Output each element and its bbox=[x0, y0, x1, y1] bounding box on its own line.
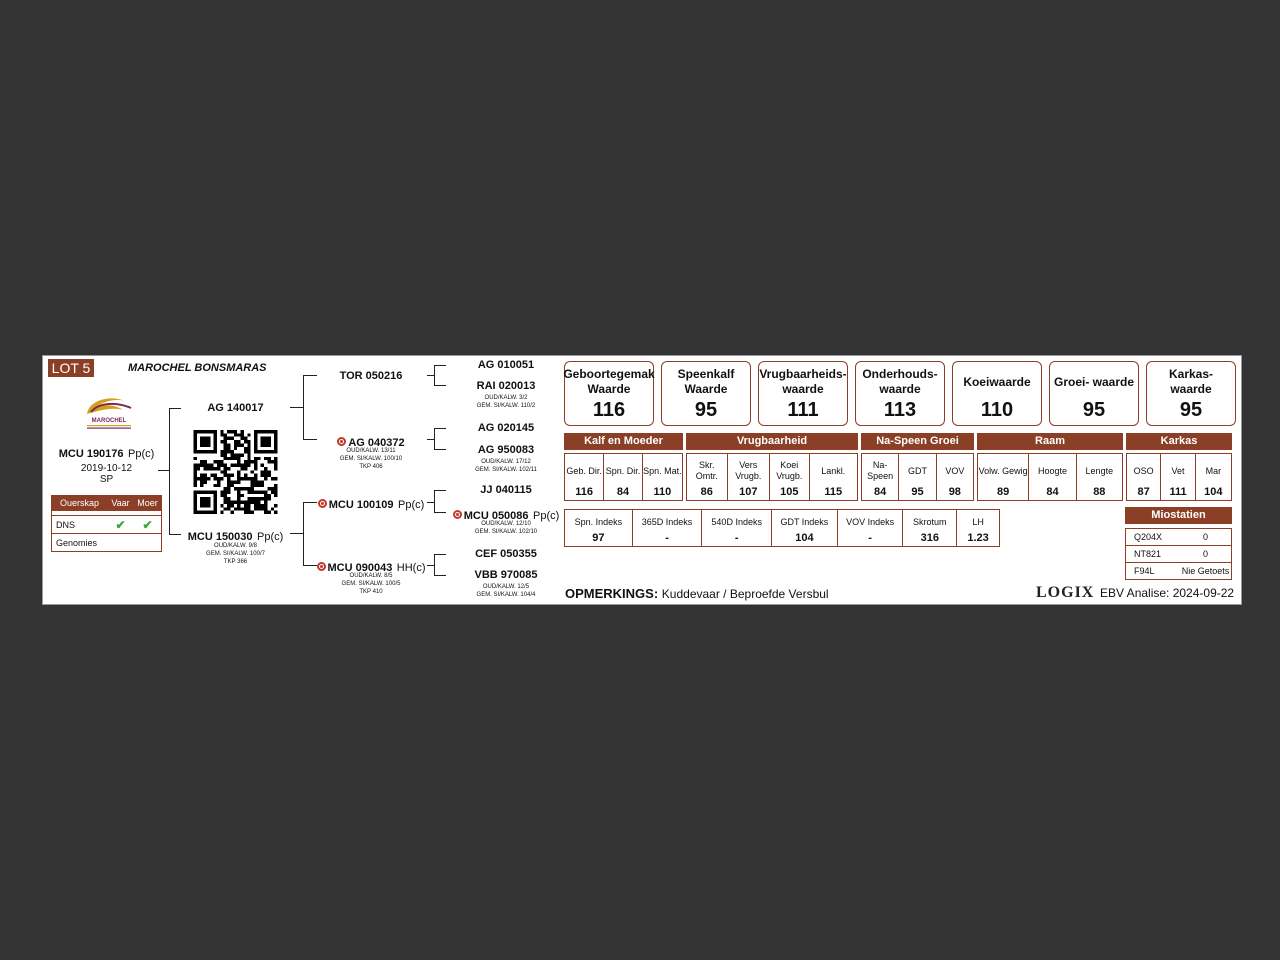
parentage-row bbox=[52, 515, 161, 533]
value-number: 116 bbox=[592, 399, 626, 421]
group-header: Raam bbox=[977, 433, 1123, 450]
ebv-cell bbox=[1029, 454, 1076, 500]
parentage-col-sire: Vaar bbox=[111, 498, 130, 508]
value-label: Speenkalf Waarde bbox=[677, 367, 735, 396]
index-value: 97 bbox=[592, 532, 605, 544]
index-value: 104 bbox=[795, 532, 814, 544]
ebv-cell bbox=[1127, 454, 1161, 500]
ggp-6-avg: GEM. SI/KALW. 102/10 bbox=[474, 529, 538, 535]
myostatin-rows bbox=[1125, 528, 1232, 580]
parentage-col-dam: Moer bbox=[137, 498, 158, 508]
ebv-cell bbox=[862, 454, 899, 500]
value-box bbox=[1049, 361, 1139, 426]
ebv-label: Geb. Dir. bbox=[566, 465, 602, 476]
dam-number: MCU 150030 bbox=[187, 531, 253, 543]
value-number: 95 bbox=[1082, 399, 1106, 421]
myostatin-table bbox=[1125, 507, 1232, 580]
value-number: 95 bbox=[1179, 399, 1203, 421]
ggp-6-poll: Pp(c) bbox=[533, 510, 560, 522]
myostatin-result: 0 bbox=[1202, 532, 1208, 542]
ggp-8-info bbox=[451, 583, 561, 599]
ebv-label: Volw. Gewig bbox=[978, 465, 1028, 476]
myostatin-result: Nie Getoets bbox=[1181, 566, 1230, 576]
ggp-4-calvings: OUD/KALW. 17/12 bbox=[481, 459, 531, 465]
dam-dam-calvings: OUD/KALW. 8/5 bbox=[349, 573, 393, 579]
recorded-icon bbox=[318, 499, 327, 508]
svg-text:MAROCHEL: MAROCHEL bbox=[91, 418, 127, 424]
animal-number: MCU 190176 bbox=[58, 448, 124, 460]
myostatin-row bbox=[1125, 563, 1232, 580]
ebv-cell bbox=[643, 454, 682, 500]
ebv-label: Vers Vrugb. bbox=[735, 460, 762, 481]
ebv-value: 116 bbox=[575, 486, 594, 498]
value-number: 110 bbox=[980, 399, 1014, 421]
ebv-value: 105 bbox=[780, 486, 799, 498]
sire-dam-info bbox=[321, 447, 421, 471]
ebv-label: Skr. Omtr. bbox=[695, 460, 718, 481]
ebv-cell bbox=[1077, 454, 1122, 500]
ebv-value: 115 bbox=[824, 486, 843, 498]
logix-logo: LOGIX bbox=[1036, 584, 1095, 601]
sire-dam-calvings: OUD/KALW. 13/11 bbox=[346, 448, 396, 454]
index-cell bbox=[903, 510, 957, 546]
ebv-label: OSO bbox=[1133, 465, 1154, 476]
dam-info bbox=[183, 542, 288, 566]
ebv-label: Lengte bbox=[1085, 465, 1114, 476]
ggp-6-calvings: OUD/KALW. 12/10 bbox=[481, 521, 531, 527]
ggp-6-info bbox=[451, 520, 561, 536]
ggp-2-id: RAI 020013 bbox=[476, 380, 536, 392]
index-cell bbox=[838, 510, 904, 546]
ggp-8-avg: GEM. SI/KALW. 104/4 bbox=[476, 592, 536, 598]
ggp-2-avg: GEM. SI/KALW. 110/2 bbox=[476, 403, 536, 409]
ebv-group-raam bbox=[977, 453, 1123, 501]
ebv-group-vrugbaarheid bbox=[686, 453, 858, 501]
value-label: Groei- waarde bbox=[1053, 374, 1135, 389]
dam-dam-poll: HH(c) bbox=[396, 562, 426, 574]
ebv-value: 104 bbox=[1204, 486, 1223, 498]
value-number: 113 bbox=[883, 399, 917, 421]
dam-tkp: TKP 366 bbox=[223, 559, 248, 565]
myostatin-result: 0 bbox=[1202, 549, 1208, 559]
ggp-4-avg: GEM. SI/KALW. 102/11 bbox=[475, 467, 537, 473]
myostatin-marker: Q204X bbox=[1134, 532, 1163, 542]
ebv-cell bbox=[604, 454, 642, 500]
ggp-7-id: CEF 050355 bbox=[475, 548, 537, 560]
dam-dam-tkp: TKP 410 bbox=[359, 589, 383, 595]
index-value: 1.23 bbox=[967, 532, 989, 544]
ebv-label: GDT bbox=[907, 465, 927, 476]
ebv-cell bbox=[687, 454, 728, 500]
animal-poll: Pp(c) bbox=[128, 448, 155, 460]
dam-sire-id bbox=[315, 495, 427, 513]
ebv-label: Vet bbox=[1171, 465, 1185, 476]
ebv-cell bbox=[937, 454, 973, 500]
value-label: Koeiwaarde bbox=[963, 374, 1031, 389]
value-box bbox=[564, 361, 654, 426]
value-box bbox=[661, 361, 751, 426]
index-cell bbox=[702, 510, 772, 546]
ebv-value: 84 bbox=[874, 486, 887, 498]
ebv-value: 84 bbox=[616, 486, 630, 498]
index-label: VOV Indeks bbox=[846, 516, 895, 527]
animal-dob: 2019-10-12 bbox=[80, 463, 133, 474]
sire-id: AG 140017 bbox=[207, 402, 264, 414]
index-label: GDT Indeks bbox=[780, 516, 829, 527]
animal-sex: SP bbox=[99, 474, 114, 485]
index-label: Spn. Indeks bbox=[574, 516, 623, 527]
index-value: - bbox=[868, 532, 872, 544]
lot-badge: LOT 5 bbox=[48, 359, 94, 377]
myostatin-row bbox=[1125, 529, 1232, 546]
ebv-value: 107 bbox=[739, 486, 758, 498]
dam-avg: GEM. SI/KALW. 100/7 bbox=[206, 551, 265, 557]
index-cell bbox=[772, 510, 838, 546]
index-value: 316 bbox=[920, 532, 939, 544]
index-value: - bbox=[665, 532, 669, 544]
group-header: Na-Speen Groei bbox=[861, 433, 974, 450]
remarks bbox=[565, 586, 829, 601]
index-label: 365D Indeks bbox=[641, 516, 693, 527]
ebv-value: 84 bbox=[1046, 486, 1059, 498]
ebv-cell bbox=[899, 454, 936, 500]
value-label: Onderhouds- waarde bbox=[862, 367, 938, 396]
ebv-label: Mar bbox=[1205, 465, 1222, 476]
ebv-label: Na- Speen bbox=[867, 460, 894, 481]
value-box bbox=[952, 361, 1042, 426]
value-box bbox=[758, 361, 848, 426]
ebv-label: Koei Vrugb. bbox=[776, 460, 803, 481]
sire-dam-number: AG 040372 bbox=[348, 437, 405, 449]
ebv-value: 87 bbox=[1137, 486, 1150, 498]
ebv-label: Spn. Dir. bbox=[605, 465, 641, 476]
group-header: Karkas bbox=[1126, 433, 1232, 450]
index-cell bbox=[957, 510, 999, 546]
ebv-cell bbox=[1196, 454, 1231, 500]
value-label: Vrugbaarheids- waarde bbox=[759, 367, 847, 396]
ebv-value: 89 bbox=[997, 486, 1010, 498]
remarks-text: Kuddevaar / Beproefde Versbul bbox=[661, 587, 829, 601]
value-label: Karkas- waarde bbox=[1168, 367, 1214, 396]
value-number: 95 bbox=[694, 399, 718, 421]
farm-logo bbox=[81, 392, 137, 430]
sire-sire-id: TOR 050216 bbox=[339, 370, 403, 382]
parentage-header bbox=[52, 496, 161, 511]
ebv-cell bbox=[728, 454, 771, 500]
ggp-2-info bbox=[451, 394, 561, 410]
sire-dam-tkp: TKP 406 bbox=[359, 464, 383, 470]
ggp-4-info bbox=[451, 458, 561, 474]
myostatin-marker: NT821 bbox=[1134, 549, 1162, 559]
qr-code bbox=[193, 430, 278, 514]
value-box bbox=[855, 361, 945, 426]
dam-check-icon: ✔ bbox=[142, 517, 153, 532]
index-cell bbox=[565, 510, 633, 546]
index-table bbox=[564, 509, 1000, 547]
animal-id bbox=[51, 444, 162, 462]
ebv-cell bbox=[978, 454, 1029, 500]
ebv-cell bbox=[1161, 454, 1195, 500]
myostatin-marker: F94L bbox=[1134, 566, 1155, 576]
ebv-value: 88 bbox=[1093, 486, 1106, 498]
ebv-value: 95 bbox=[911, 486, 924, 498]
remarks-label: OPMERKINGS: bbox=[565, 586, 659, 601]
index-value: - bbox=[734, 532, 739, 544]
sire-check-icon: ✔ bbox=[115, 517, 126, 532]
ggp-8-id: VBB 970085 bbox=[474, 569, 538, 581]
parentage-col-label: Ouerskap bbox=[59, 498, 100, 508]
index-label: 540D Indeks bbox=[711, 516, 762, 527]
index-label: LH bbox=[972, 516, 984, 527]
parentage-row-label: Genomies bbox=[56, 537, 98, 548]
value-box bbox=[1146, 361, 1236, 426]
analysis-date: EBV Analise: 2024-09-22 bbox=[1100, 586, 1235, 600]
farm-name: MAROCHEL BONSMARAS bbox=[128, 362, 267, 374]
ggp-5-id: JJ 040115 bbox=[480, 484, 532, 496]
dam-sire-number: MCU 100109 bbox=[328, 499, 394, 511]
ebv-cell bbox=[810, 454, 857, 500]
lot-card bbox=[42, 355, 1242, 605]
dam-dam-avg: GEM. SI/KALW. 100/5 bbox=[341, 581, 401, 587]
ebv-value: 86 bbox=[700, 486, 713, 498]
myostatin-header: Miostatien bbox=[1125, 507, 1232, 524]
ebv-cell bbox=[565, 454, 604, 500]
ebv-group-groei bbox=[861, 453, 974, 501]
ggp-3-id: AG 020145 bbox=[477, 422, 535, 434]
dam-dam-number: MCU 090043 bbox=[327, 562, 393, 574]
ebv-group-karkas bbox=[1126, 453, 1232, 501]
recorded-icon bbox=[337, 437, 346, 446]
recorded-icon bbox=[453, 510, 462, 519]
group-header: Vrugbaarheid bbox=[686, 433, 858, 450]
ebv-value: 111 bbox=[1169, 486, 1187, 498]
ebv-label: Hoogte bbox=[1037, 465, 1067, 476]
ggp-1-id: AG 010051 bbox=[477, 359, 535, 371]
ebv-group-kalf bbox=[564, 453, 683, 501]
dam-calvings: OUD/KALW. 9/8 bbox=[214, 543, 257, 549]
ebv-label: VOV bbox=[945, 465, 965, 476]
value-number: 111 bbox=[787, 399, 819, 421]
dam-dam-info bbox=[321, 572, 421, 596]
ggp-8-calvings: OUD/KALW. 12/5 bbox=[482, 584, 530, 590]
recorded-icon bbox=[317, 562, 326, 571]
parentage-table bbox=[51, 495, 162, 552]
parentage-row bbox=[52, 533, 161, 551]
index-label: Skrotum bbox=[913, 516, 947, 527]
dam-poll: Pp(c) bbox=[257, 531, 284, 543]
ggp-4-id: AG 950083 bbox=[477, 444, 535, 456]
sire-dam-avg: GEM. SI/KALW. 100/10 bbox=[339, 456, 403, 462]
value-label: Geboortegemak Waarde bbox=[563, 367, 655, 396]
parentage-row-label: DNS bbox=[56, 519, 76, 530]
dam-sire-poll: Pp(c) bbox=[398, 499, 425, 511]
ggp-6-number: MCU 050086 bbox=[463, 510, 529, 522]
myostatin-row bbox=[1125, 546, 1232, 563]
ebv-value: 98 bbox=[948, 486, 961, 498]
ebv-label: Spn. Mat. bbox=[643, 465, 682, 476]
ggp-2-calvings: OUD/KALW. 3/2 bbox=[484, 395, 528, 401]
ebv-cell bbox=[770, 454, 810, 500]
group-header: Kalf en Moeder bbox=[564, 433, 683, 450]
ebv-label: Lankl. bbox=[821, 465, 846, 476]
index-cell bbox=[633, 510, 703, 546]
ebv-value: 110 bbox=[653, 486, 672, 498]
